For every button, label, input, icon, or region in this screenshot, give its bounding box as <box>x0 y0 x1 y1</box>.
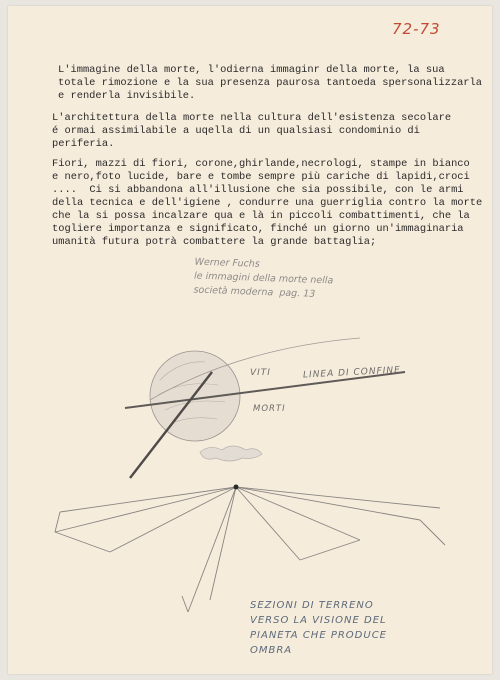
note-line: Werner Fuchs <box>194 256 260 270</box>
sketch-label-morti: MORTI <box>253 404 286 414</box>
note-line: OMBRA <box>250 645 293 656</box>
note-line: società moderna pag. 13 <box>193 284 316 300</box>
typed-line: é ormai assimilabile a uqella di un qualsiasi condominio di <box>52 125 420 137</box>
typed-line: che la si possa incalzare qua e là in piccoli combattimenti, che la <box>52 210 470 222</box>
typed-line: umanità futura potrà combattere la grande battaglia; <box>52 236 377 248</box>
typed-line: .... Ci si abbandona all'illusione che sia possibile, con le armi <box>52 184 464 196</box>
typed-line: periferia. <box>52 138 115 150</box>
typed-line: della tecnica e dell'igiene , condurre una guerriglia contro la morte <box>52 197 483 209</box>
note-line: PIANETA CHE PRODUCE <box>250 630 387 641</box>
bottom-handwritten-note <box>250 598 387 658</box>
note-line: SEZIONI DI TERRENO <box>250 600 374 611</box>
typed-line: e renderla invisibile. <box>58 90 196 102</box>
typed-line: L'architettura della morte nella cultura dell'esistenza secolare <box>52 112 452 124</box>
typed-line: togliere importanza e significato, finché un giorno un'immaginaria <box>52 223 464 235</box>
note-line: le immagini della morte nella <box>193 270 334 287</box>
sketch-terrain-fan <box>55 487 445 612</box>
note-line: VERSO LA VISIONE DEL <box>250 615 387 626</box>
typed-line: Fiori, mazzi di fiori, corone,ghirlande,necrologi, stampe in bianco <box>52 158 470 170</box>
sketch-apex-point <box>234 485 239 490</box>
typed-line: totale rimozione e la sua presenza paurosa tantoeda spersonalizzarla <box>58 77 483 89</box>
typed-line: L'immagine della morte, l'odierna immaginr della morte, la sua <box>58 64 445 76</box>
sketch-planet <box>150 351 240 441</box>
page-number: 72-73 <box>392 20 441 38</box>
typed-line: e nero,foto lucide, bare e tombe sempre più cariche di lapidi,croci <box>52 171 470 183</box>
sketch-label-viti: VITI <box>250 368 271 378</box>
sketch-cloud <box>200 446 262 461</box>
sketch-label-linea: LINEA DI CONFINE <box>302 365 402 381</box>
